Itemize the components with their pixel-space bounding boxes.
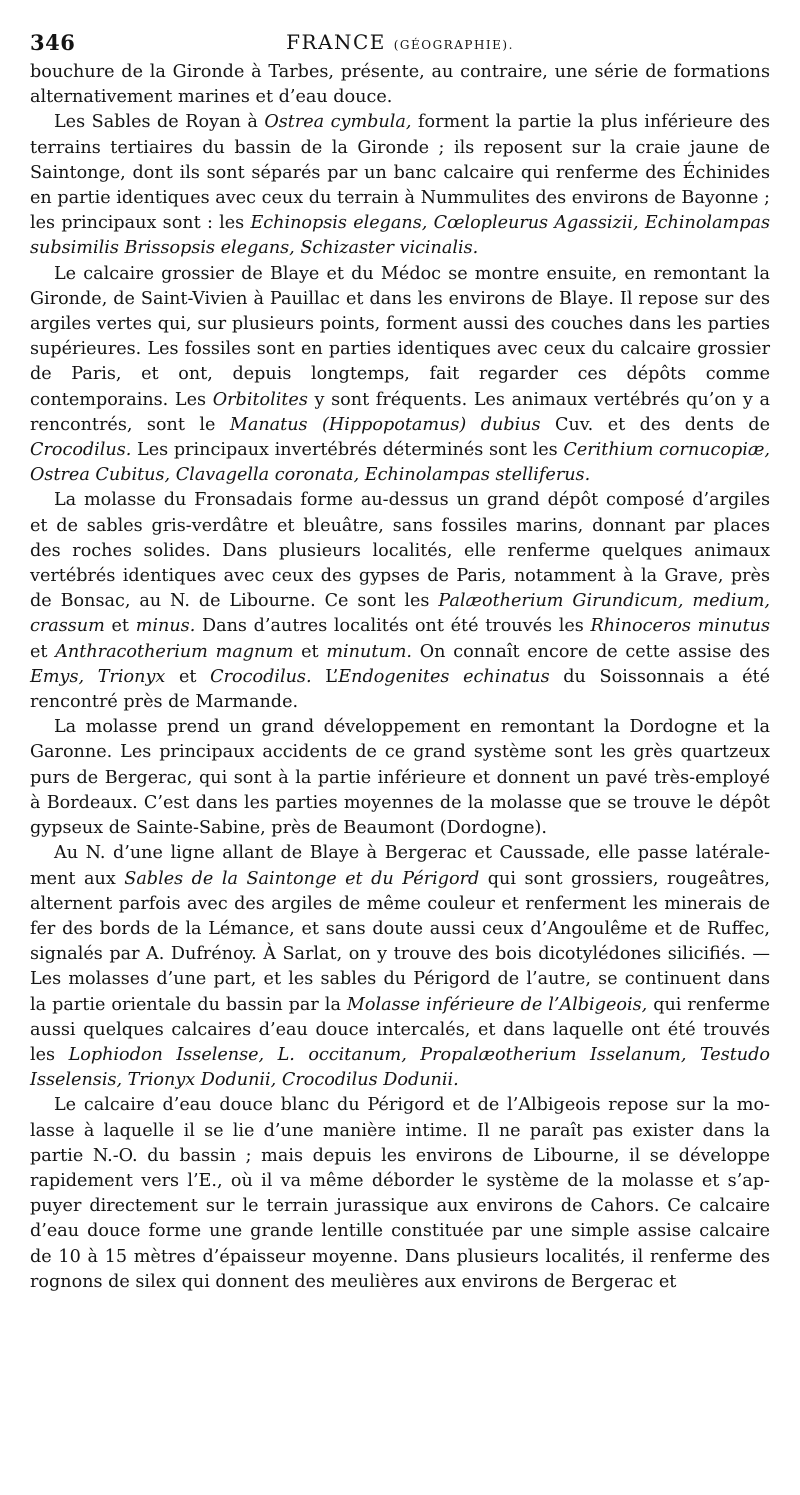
italic-text: Sables de la Saintonge et du Périgord <box>124 868 480 889</box>
italic-text: Ostrea cymbula, <box>264 112 412 133</box>
italic-text: Rhinoceros minutus <box>590 616 771 637</box>
text-run: du Soissonnais a été rencontré près de Marmande. <box>30 666 770 713</box>
paragraph <box>30 488 770 715</box>
text-run: forment la partie la plus inférieure des terrains tertiaires du bassin de la Gironde ; ils reposent sur la craie jaune de Saintonge, dont ils sont séparés par un banc calcaire qui renferme des Échinides en partie identiques avec ceux du terrain à Nummulites des environs de Bayonne ; les principaux sont : les <box>30 112 770 234</box>
text-run: On connaît encore de cette assise des <box>412 641 770 662</box>
italic-text: minutum. <box>326 641 412 662</box>
italic-text: Crocodilus. <box>30 440 132 461</box>
running-title-subtitle: (GÉOGRAPHIE). <box>393 38 514 52</box>
italic-text: Cerithium cornucopiæ, Ostrea Cubitus, Clavagella coronata, Echinolampas stelliferus. <box>30 440 770 486</box>
text-run: qui renferme aussi quelques calcaires d’eau douce intercalés, et dans laquelle ont été trouvés les <box>30 994 770 1065</box>
text-run: Au N. d’une ligne allant de Blaye à Bergerac et Caussade, elle passe latéralement aux <box>30 843 770 889</box>
text-run: et <box>104 616 136 637</box>
text-run: L’ <box>311 666 339 687</box>
italic-text: Palæotherium Girundicum, medium, crassum <box>30 591 770 637</box>
paragraph <box>30 262 770 489</box>
paragraph <box>30 1093 770 1295</box>
italic-text: Echinopsis elegans, Cœlopleurus Agassizii, Echinolampas subsimilis Brissopsis elegans, Schizaster vicinalis. <box>30 213 770 259</box>
italic-text: Manatus (Hippopotamus) dubius <box>229 414 541 435</box>
body-text <box>30 60 770 1295</box>
text-run: bouchure de la Gironde à Tarbes, présente, au contraire, une série de formations alternativement marines et d’eau douce. <box>30 62 770 108</box>
italic-text: Orbitolites <box>212 389 308 410</box>
text-run: et <box>165 666 211 687</box>
italic-text: Molasse inférieure de l’Albigeois, <box>346 994 648 1015</box>
text-run: La molasse du Fronsadais forme au-dessus un grand dépôt composé d’argiles et de sables gris-verdâtre et bleuâtre, sans fossiles marins, donnant par places des roches solides. Dans plusieurs localités, elle renferme quelques animaux vertébrés identiques avec ceux des gypses de Paris, notamment à la Grave, près de Bonsac, au N. de Libourne. Ce sont les <box>30 490 770 612</box>
italic-text: Lophiodon Isselense, L. occitanum, Propalæotherium Isselanum, Testudo Isselensis, Trionyx Dodunii, Crocodilus Dodunii. <box>30 1044 770 1091</box>
page-header <box>30 22 770 56</box>
text-run: et <box>30 641 56 662</box>
text-run: Les Sables de Royan à <box>54 112 265 133</box>
text-run: Le calcaire grossier de Blaye et du Médoc se montre ensuite, en remontant la Gironde, de Saint-Vivien à Pauillac et dans les environs de Blaye. Il repose sur des argiles vertes qui, sur plusieurs points, forment aussi des couches dans les parties supérieures. Les fossiles sont en parties identiques avec ceux du calcaire grossier de Paris, et ont, depuis longtemps, fait regarder ces dépôts comme contemporains. Les <box>30 263 770 410</box>
paragraph <box>30 60 770 110</box>
text-run: et <box>293 641 327 662</box>
italic-text: minus. <box>135 616 196 637</box>
paragraph <box>30 715 770 841</box>
running-title-main: FRANCE <box>286 30 386 54</box>
italic-text: Emys, Trionyx <box>30 666 166 687</box>
running-title <box>30 30 770 54</box>
text-run: La molasse prend un grand développement en remontant la Dordogne et la Garonne. Les principaux accidents de ce grand système sont les grès quartzeux purs de Bergerac, qui sont à la partie inférieure et donnent un pavé très-employé à Bordeaux. C’est dans les parties moyennes de la molasse que se trouve le dépôt gypseux de Sainte-Sabine, près de Beaumont (Dordogne). <box>30 717 770 839</box>
text-run: Les principaux invertébrés déterminés sont les <box>131 440 564 461</box>
text-run: Cuv. et des dents de <box>540 414 770 435</box>
text-run: y sont fréquents. Les animaux vertébrés qu’on y a rencontrés, sont le <box>30 389 770 435</box>
book-page <box>30 22 770 1295</box>
italic-text: Anthracotherium magnum <box>55 641 294 662</box>
italic-text: Endogenites echinatus <box>338 666 550 687</box>
text-run: Le calcaire d’eau douce blanc du Périgord et de l’Albigeois repose sur la molasse à laquelle il se lie d’une manière intime. Il ne paraît pas exister dans la partie N.-O. du bassin ; mais depuis les environs de Libourne, il se développe rapidement vers l’E., où il va même déborder le système de la molasse et s’appuyer directement sur le terrain jurassique aux environs de Cahors. Ce calcaire d’eau douce forme une grande lentille constituée par une simple assise calcaire de 10 à 15 mètres d’épaisseur moyenne. Dans plusieurs localités, il renferme des rognons de silex qui donnent des meulières aux environs de Bergerac et <box>30 1095 770 1292</box>
page-number: 346 <box>30 30 76 55</box>
text-run: Dans d’autres localités ont été trouvés les <box>195 616 591 637</box>
paragraph <box>30 841 770 1093</box>
text-run: qui sont grossiers, rougeâtres, alternent parfois avec des argiles de même couleur et renferment les minerais de fer des bords de la Lémance, et sans doute aussi ceux d’Angoulême et de Ruffec, signalés par A. Dufrénoy. À Sarlat, on y trouve des bois dicotylédones silicifiés. — Les molasses d’une part, et les sables du Périgord de l’autre, se continuent dans la partie orientale du bassin par la <box>30 868 770 1015</box>
paragraph <box>30 110 770 261</box>
italic-text: Crocodilus. <box>210 666 312 687</box>
